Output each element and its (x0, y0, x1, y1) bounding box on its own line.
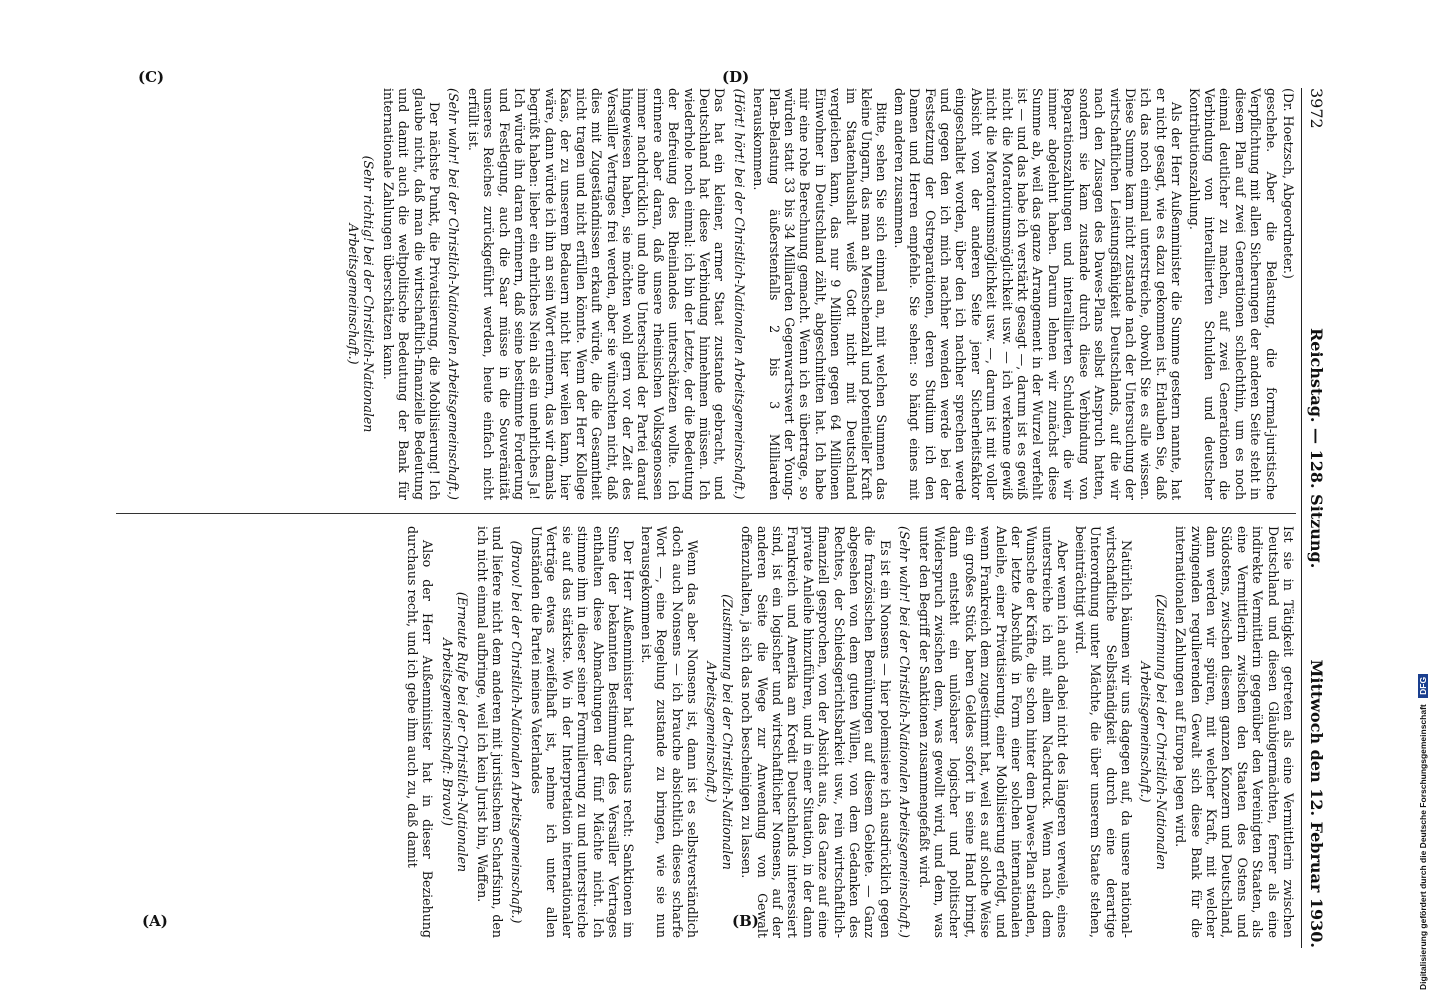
paragraph: Der nächste Punkt, die Privatisierung, die Mobilisierung! Ich glaube nicht, daß man die wirtschaftlich-finanzielle Bedeutung und damit auch die weltpolitische Bedeutung der Bank für internationale Zahlungen überschätzen kann. (380, 88, 443, 500)
dfg-notice-text: Digitalisierung gefördert durch die Deutsche Forschungsgemeinschaft (1418, 704, 1428, 990)
margin-marker-d: (D) (722, 68, 750, 86)
interjection: (Sehr richtig! bei der Christlich-Nationalen Arbeitsgemeinschaft.) (346, 155, 377, 433)
paragraph: Als der Herr Außenminister die Summe gestern nannte, hat er nicht gesagt, wie es dazu gekommen ist. Erlauben Sie, daß ich das noch einmal unterstreiche, obwohl Sie es alle wissen. Diese Summe kam nicht zustande nach der Untersuchung der wirtschaftlichen Leistungsfähigkeit Deutschlands, auf die wir nach den Zusagen des Dawes-Plans selbst Anspruch hatten, sondern sie kam zustande durch diese Verbindung von Reparationszahlungen und interalliierten Schulden, die wir immer abgelehnt haben. Darum lehnen wir zunächst diese Summe ab, weil das ganze Arrangement in der Wurzel verfehlt ist — und das habe ich verstärkt gesagt —, darum ist es gewiß nicht die Moratoriumsmöglichkeit usw. — ich verkenne gewiß nicht die Moratoriumsmöglichkeit usw. —, darum ist mit voller Absicht von der anderen Seite jener Sicherheitsfaktor eingeschaltet worden, über den ich nachher sprechen werde und gegen den ich mich nachher wenden werde bei der Festsetzung der Ostreparationen, deren Studium ich den Damen und Herren empfehle. Sie sehen: so hängt eines mit dem anderen zusammen. (891, 88, 1185, 500)
margin-marker-b: (B) (732, 912, 759, 930)
rotated-page-content (95, 88, 1330, 948)
interjection: (Zustimmung bei der Christlich-Nationalen Arbeitsgemeinschaft.) (1138, 594, 1169, 870)
paragraph: Natürlich bäumen wir uns dagegen auf, da unsere national-wirtschaftliche Selbständigkeit durch eine derartige Unterordnung unter Mächte, die über unserem Staate stehen, beeinträchtigt wird. (1072, 526, 1134, 938)
left-column (116, 88, 1296, 500)
paragraph: geschehe. Aber die Belastung, die formal-juristische Verpflichtung mit allen Sicherungen der anderen Seite steht in diesem Plan auf zwei Generationen schlechthin, um es noch einmal deutlicher zu machen, auf zwei Generationen die Verbindung von interalliierten Schulden und deutscher Kontributionszahlung. (1186, 88, 1279, 500)
session-date: Mittwoch den 12. Februar 1930. (1307, 659, 1326, 948)
dfg-logo: DFG (1418, 674, 1428, 698)
paragraph: Es ist ein Nonsens — hier polemisiere ich ausdrücklich gegen die französischen Bemühungen auf diesem Gebiete. — Ganz abgesehen von dem guten Willen, von dem Gedanken des Rechtes, der Schiedsgerichtsbarkeit usw., rein wirtschaftlich-finanziell gesprochen, von der Absicht aus, das Ganze auf eine private Anleihe hinzuführen, und in einer Situation, in der dann Frankreich und Amerika am Kredit Deutschlands interessiert sind, ist ein logischer und wirtschaftlicher Nonsens, auf der anderen Seite die Wege zur Anwendung von Gewalt offenzuhalten, ja sich das noch bescheinigen zu lassen. (739, 526, 893, 938)
dfg-notice (1418, 674, 1428, 990)
interjection: (Erneute Rufe bei der Christlich-Nationalen Arbeitsgemeinschaft: Bravo!) (439, 591, 471, 873)
paragraph: Der Herr Außenminister hat durchaus recht: Sanktionen im Sinne der bekannten Bestimmung des Versailler Vertrages enthalten diese Abmachungen der fünf Mächte nicht. Ich stimme ihm in dieser seiner Formulierung zu und unterstreiche sie auf das stärkste. Wo in der Interpretation internationaler Verträge etwas zweifelhaft ist, nehme ich unter allen Umständen die Partei meines Vaterlandes (528, 526, 637, 938)
paragraph: Ist sie in Tätigkeit getreten als eine Vermittlerin zwischen Deutschland und diesen Gläubigermächten, ferner als eine indirekte Vermittlerin gegenüber den Vereinigten Staaten, als eine Vermittlerin zwischen den Staaten des Ostens und Südostens, zwischen diesem ganzen Konzern und Deutschland, dann werden wir spüren, mit welcher Kraft, mit welcher zwingenden regulierenden Gewalt sich diese Bank für die internationalen Zahlungen auf Europa legen wird. (1173, 526, 1296, 938)
page-header (1302, 88, 1330, 948)
interjection: (Hört! hört! bei der Christlich-Nationalen Arbeitsgemeinschaft.) (731, 88, 747, 500)
paragraph: Das hat ein kleiner, armer Staat zustande gebracht, und Deutschland hat diese Verbindung hinnehmen müssen. Ich wiederhole noch einmal: ich bin der Letzte, der die Bedeutung der Befreiung des Rheinlandes unterschätzen wollte. Ich erinnere aber daran, daß unsere rheinischen Volksgenossen immer nachdrücklich und ohne Unterschied der Partei darauf hingewiesen haben, sie möchten wohl gern vor der Zeit des Versailler Vertrages frei werden, aber sie wünschten nicht, daß dies mit Zugeständnissen erkauft würde, die die Gesamtheit nicht tragen und nicht erfüllen könnte. Wenn der Herr Kollege Kaas, der zu unserem Bedauern nicht hier weilen kann, hier wäre, dann würde ich ihn an sein Wort erinnern, das wir damals begrüßt haben: lieber ein ehrliches Nein als ein unehrliches Ja! Ich würde ihn daran erinnern, daß seine bestimmte Forderung und Festlegung, auch die Saar müsse in die Souveränität unseres Reiches zurückgeführt werden, heute einfach nicht erfüllt ist. (465, 88, 728, 500)
interjection: (Zustimmung bei der Christlich-Nationalen Arbeitsgemeinschaft.) (704, 594, 735, 870)
column-divider (116, 513, 1296, 514)
paragraph: Wenn das aber Nonsens ist, dann ist es selbstverständlich doch auch Nonsens — ich brauche absichtlich dieses scharfe Wort —, eine Regelung zustande zu bringen, wie sie nun herausgekommen ist. (638, 526, 700, 938)
paragraph: Aber wenn ich auch dabei nicht des längeren verweile, eines unterstreiche ich mit allem Nachdruck. Wenn nach dem Wunsche der Kräfte, die schon hinter dem Dawes-Plan standen, der letzte Abschluß in Form einer solchen internationalen Anleihe, einer Privatisierung, einer Mobilisierung erfolgt, und wenn Frankreich dem zugestimmt hat, weil es auf solche Weise ein großes Stück baren Geldes sofort in seine Hand bringt, dann entsteht ein unlösbarer logischer und politischer Widerspruch zwischen dem, was gewollt wird, und dem, was unter den Begriff der Sanktionen zusammengefaßt wird. (916, 526, 1071, 938)
paragraph: und liefere nicht dem anderen mit juristischem Scharfsinn, den ich nicht einmal aufbringe, weil ich kein Jurist bin, Waffen. (474, 526, 506, 938)
speaker-line: (Dr. Hoetzsch, Abgeordneter.) (1281, 88, 1296, 279)
header-rule (1301, 88, 1302, 948)
margin-marker-c: (C) (138, 68, 165, 86)
interjection: (Sehr wahr! bei der Christlich-Nationalen Arbeitsgemeinschaft.) (897, 526, 913, 938)
interjection: (Sehr wahr! bei der Christlich-Nationalen Arbeitsgemeinschaft.) (446, 88, 462, 500)
paragraph: Bitte, sehen Sie sich einmal an, mit welchen Summen das kleine Ungarn, das man an Menschenzahl und potentieller Kraft im Staatenhaushalt weiß Gott nicht mit Deutschland vergleichen kann, das nur 9 Millionen gegen 64 Millionen Einwohner in Deutschland zählt, abgeschnitten hat. Ich habe mir eine rohe Berechnung gemacht. Wenn ich es übertrage, so würden statt 33 bis 34 Milliarden Gegenwartswert der Young-Plan-Belastung äußerstenfalls 2 bis 3 Milliarden herauskommen. (751, 88, 890, 500)
session-title: Reichstag. — 128. Sitzung. (1307, 328, 1326, 569)
right-column (116, 526, 1296, 938)
margin-marker-a: (A) (142, 912, 168, 930)
interjection: (Bravo! bei der Christlich-Nationalen Arbeitsgemeinschaft.) (509, 540, 525, 924)
paragraph: Also der Herr Außenminister hat in dieser Beziehung durchaus recht, und ich gebe ihm auch zu, daß damit (405, 526, 436, 938)
page-number: 3972 (1307, 88, 1326, 129)
